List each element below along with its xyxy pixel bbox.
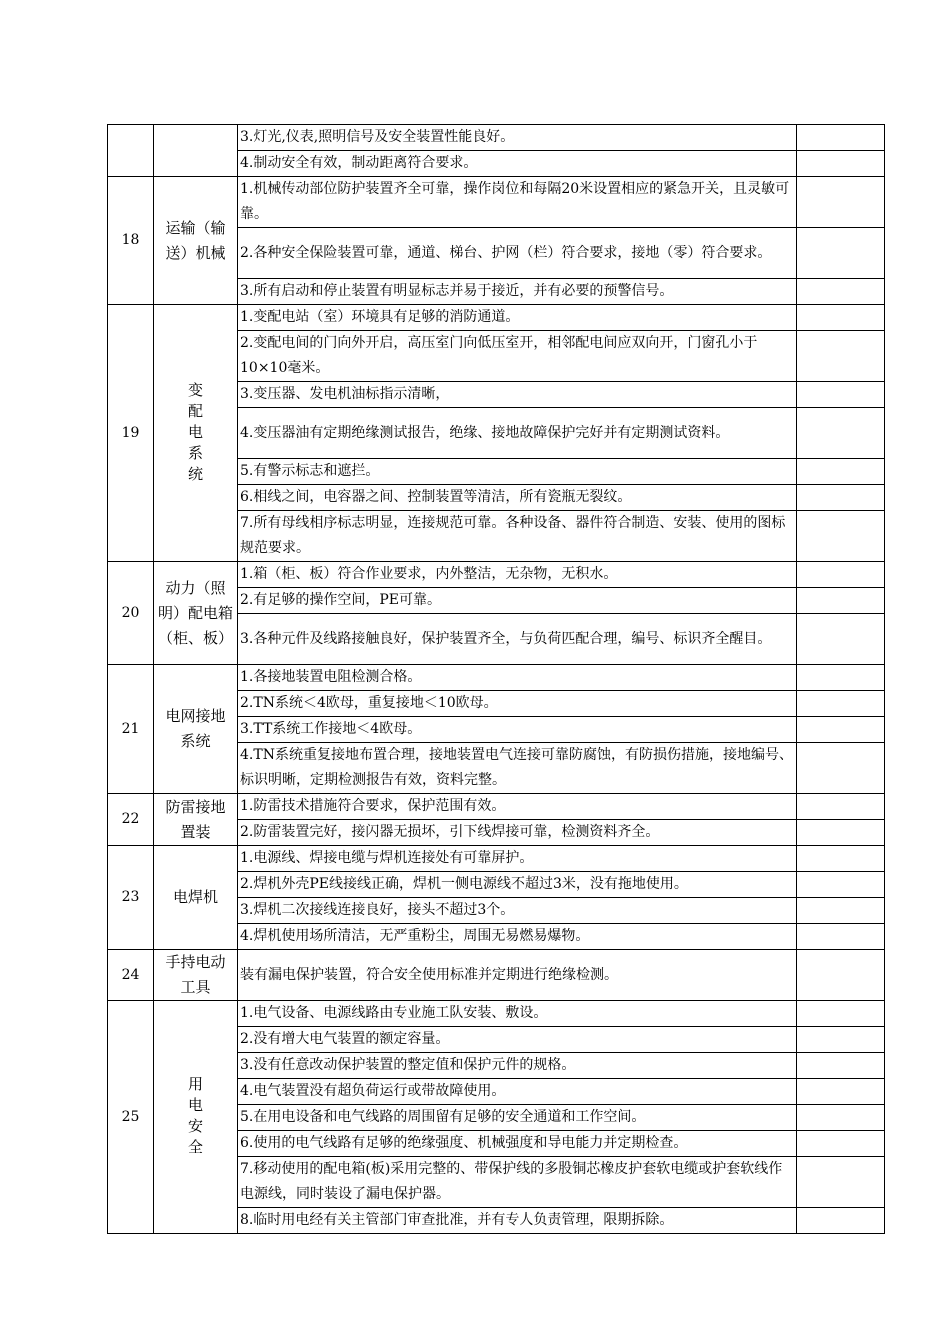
result-cell[interactable]: [797, 1079, 885, 1105]
table-row: [108, 125, 885, 151]
check-item: [238, 588, 797, 614]
result-cell[interactable]: [797, 588, 885, 614]
check-item: [238, 743, 797, 794]
check-item-text: 2.各种安全保险装置可靠，通道、梯台、护网（栏）符合要求，接地（零）符合要求。: [240, 244, 772, 261]
table-row: [108, 846, 885, 872]
check-item: [238, 820, 797, 846]
result-cell[interactable]: [797, 177, 885, 228]
check-item-text: 4.TN系统重复接地布置合理，接地装置电气连接可靠防腐蚀，有防损伤措施，接地编号、标识明晰，定期检测报告有效，资料完整。: [240, 747, 793, 788]
check-item-text: 1.防雷技术措施符合要求，保护范围有效。: [240, 798, 506, 814]
category-cell: [154, 305, 238, 562]
category-cell: [154, 1001, 238, 1234]
check-item: [238, 717, 797, 743]
check-item: [238, 562, 797, 588]
check-item-text: 4.电气装置没有超负荷运行或带故障使用。: [240, 1083, 506, 1099]
check-item: [238, 408, 797, 459]
check-item: [238, 1001, 797, 1027]
category-label: 运输（输送）机械: [165, 218, 226, 262]
result-cell[interactable]: [797, 743, 885, 794]
check-item-text: 5.在用电设备和电气线路的周围留有足够的安全通道和工作空间。: [240, 1109, 646, 1125]
category-cell: [154, 794, 238, 846]
result-cell[interactable]: [797, 1157, 885, 1208]
check-item: [238, 1157, 797, 1208]
result-cell[interactable]: [797, 305, 885, 331]
check-item-text: 4.制动安全有效，制动距离符合要求。: [240, 155, 478, 171]
check-item: [238, 1079, 797, 1105]
check-item-text: 3.变压器、发电机油标指示清晰，: [240, 386, 450, 402]
result-cell[interactable]: [797, 1105, 885, 1131]
category-label: 用电安全: [187, 1075, 203, 1156]
result-cell[interactable]: [797, 1208, 885, 1234]
check-item: [238, 228, 797, 279]
category-label: 手持电动工具: [165, 953, 226, 996]
check-item-text: 2.TN系统＜4欧母，重复接地＜10欧母。: [240, 695, 498, 711]
result-cell[interactable]: [797, 562, 885, 588]
category-cell: [154, 665, 238, 794]
check-item: [238, 691, 797, 717]
check-item: [238, 872, 797, 898]
check-item: [238, 1208, 797, 1234]
inspection-table-page: [107, 124, 884, 1234]
check-item: [238, 331, 797, 382]
check-item-text: 3.没有任意改动保护装置的整定值和保护元件的规格。: [240, 1057, 576, 1073]
check-item-text: 1.机械传动部位防护装置齐全可靠，操作岗位和每隔20米设置相应的紧急开关，且灵敏可靠。: [240, 181, 790, 222]
row-number: 18: [108, 177, 154, 305]
check-item: [238, 924, 797, 950]
result-cell[interactable]: [797, 820, 885, 846]
check-item-text: 2.焊机外壳PE线接线正确，焊机一侧电源线不超过3米，没有拖地使用。: [240, 876, 688, 892]
result-cell[interactable]: [797, 485, 885, 511]
check-item: [238, 846, 797, 872]
result-cell[interactable]: [797, 846, 885, 872]
check-item-text: 6.相线之间，电容器之间、控制装置等清洁，所有瓷瓶无裂纹。: [240, 489, 632, 505]
result-cell[interactable]: [797, 382, 885, 408]
table-row: [108, 665, 885, 691]
check-item-text: 7.所有母线相序标志明显，连接规范可靠。各种设备、器件符合制造、安装、使用的图标规范要求。: [240, 515, 786, 556]
result-cell[interactable]: [797, 924, 885, 950]
result-cell[interactable]: [797, 151, 885, 177]
check-item-text: 1.各接地装置电阻检测合格。: [240, 669, 422, 685]
check-item: [238, 305, 797, 331]
result-cell[interactable]: [797, 898, 885, 924]
check-item-text: 3.TT系统工作接地＜4欧母。: [240, 721, 422, 737]
check-item-text: 4.焊机使用场所清洁，无严重粉尘，周围无易燃易爆物。: [240, 928, 590, 944]
check-item-text: 3.各种元件及线路接触良好，保护装置齐全，与负荷匹配合理，编号、标识齐全醒目。: [240, 630, 772, 647]
result-cell[interactable]: [797, 125, 885, 151]
category-cell: [154, 562, 238, 665]
check-item: [238, 151, 797, 177]
row-number: 23: [108, 846, 154, 950]
result-cell[interactable]: [797, 717, 885, 743]
row-number: [108, 125, 154, 177]
category-cell: [154, 125, 238, 177]
check-item: [238, 1105, 797, 1131]
row-number: 20: [108, 562, 154, 665]
check-item-text: 3.灯光,仪表,照明信号及安全装置性能良好。: [240, 129, 515, 145]
inspection-table: [107, 124, 885, 1234]
category-label: 动力（照明）配电箱（柜、板）: [157, 578, 233, 647]
table-row: [108, 1001, 885, 1027]
check-item: [238, 511, 797, 562]
check-item-text: 3.焊机二次接线连接良好，接头不超过3个。: [240, 902, 515, 918]
result-cell[interactable]: [797, 1027, 885, 1053]
result-cell[interactable]: [797, 1001, 885, 1027]
inspection-table-body: [108, 125, 885, 1234]
result-cell[interactable]: [797, 228, 885, 279]
result-cell[interactable]: [797, 950, 885, 1001]
result-cell[interactable]: [797, 1053, 885, 1079]
check-item: [238, 898, 797, 924]
result-cell[interactable]: [797, 459, 885, 485]
check-item: [238, 485, 797, 511]
category-cell: [154, 177, 238, 305]
check-item: [238, 459, 797, 485]
check-item: [238, 1053, 797, 1079]
check-item-text: 2.变配电间的门向外开启，高压室门向低压室开，相邻配电间应双向开，门窗孔小于10×10毫米。: [240, 335, 758, 376]
row-number: 24: [108, 950, 154, 1001]
row-number: 19: [108, 305, 154, 562]
check-item-text: 1.变配电站（室）环境具有足够的消防通道。: [240, 309, 520, 325]
result-cell[interactable]: [797, 665, 885, 691]
check-item-text: 3.所有启动和停止装置有明显标志并易于接近，并有必要的预警信号。: [240, 283, 674, 299]
check-item-text: 1.电气设备、电源线路由专业施工队安装、敷设。: [240, 1005, 548, 1021]
row-number: 21: [108, 665, 154, 794]
result-cell[interactable]: [797, 511, 885, 562]
check-item-text: 5.有警示标志和遮拦。: [240, 463, 380, 479]
check-item: [238, 665, 797, 691]
check-item: [238, 279, 797, 305]
row-number: 25: [108, 1001, 154, 1234]
check-item: [238, 614, 797, 665]
result-cell[interactable]: [797, 408, 885, 459]
check-item: [238, 950, 797, 1001]
result-cell[interactable]: [797, 331, 885, 382]
check-item: [238, 1131, 797, 1157]
check-item-text: 装有漏电保护装置，符合安全使用标准并定期进行绝缘检测。: [240, 966, 618, 983]
check-item-text: 2.有足够的操作空间，PE可靠。: [240, 592, 441, 608]
table-row: [108, 950, 885, 1001]
table-row: [108, 562, 885, 588]
category-label: 变配电系统: [187, 380, 203, 483]
check-item-text: 2.没有增大电气装置的额定容量。: [240, 1031, 450, 1047]
check-item-text: 4.变压器油有定期绝缘测试报告，绝缘、接地故障保护完好并有定期测试资料。: [240, 424, 730, 441]
check-item: [238, 382, 797, 408]
category-label: 电焊机: [172, 888, 218, 906]
result-cell[interactable]: [797, 279, 885, 305]
check-item-text: 6.使用的电气线路有足够的绝缘强度、机械强度和导电能力并定期检查。: [240, 1135, 688, 1151]
check-item: [238, 794, 797, 820]
category-cell: [154, 846, 238, 950]
check-item-text: 1.电源线、焊接电缆与焊机连接处有可靠屏护。: [240, 850, 534, 866]
category-label: 防雷接地置装: [165, 797, 226, 841]
result-cell[interactable]: [797, 1131, 885, 1157]
result-cell[interactable]: [797, 614, 885, 665]
check-item: [238, 125, 797, 151]
category-cell: [154, 950, 238, 1001]
result-cell[interactable]: [797, 794, 885, 820]
check-item-text: 8.临时用电经有关主管部门审查批准，并有专人负责管理，限期拆除。: [240, 1212, 674, 1228]
category-label: 电网接地系统: [165, 707, 226, 750]
check-item-text: 7.移动使用的配电箱(板)采用完整的、带保护线的多股铜芯橡皮护套软电缆或护套软线作电源线，同时装设了漏电保护器。: [240, 1161, 783, 1202]
result-cell[interactable]: [797, 872, 885, 898]
check-item: [238, 177, 797, 228]
table-row: [108, 305, 885, 331]
row-number: 22: [108, 794, 154, 846]
result-cell[interactable]: [797, 691, 885, 717]
check-item: [238, 1027, 797, 1053]
check-item-text: 2.防雷装置完好，接闪器无损坏，引下线焊接可靠，检测资料齐全。: [240, 824, 660, 840]
table-row: [108, 177, 885, 228]
check-item-text: 1.箱（柜、板）符合作业要求，内外整洁，无杂物，无积水。: [240, 566, 618, 582]
table-row: [108, 794, 885, 820]
